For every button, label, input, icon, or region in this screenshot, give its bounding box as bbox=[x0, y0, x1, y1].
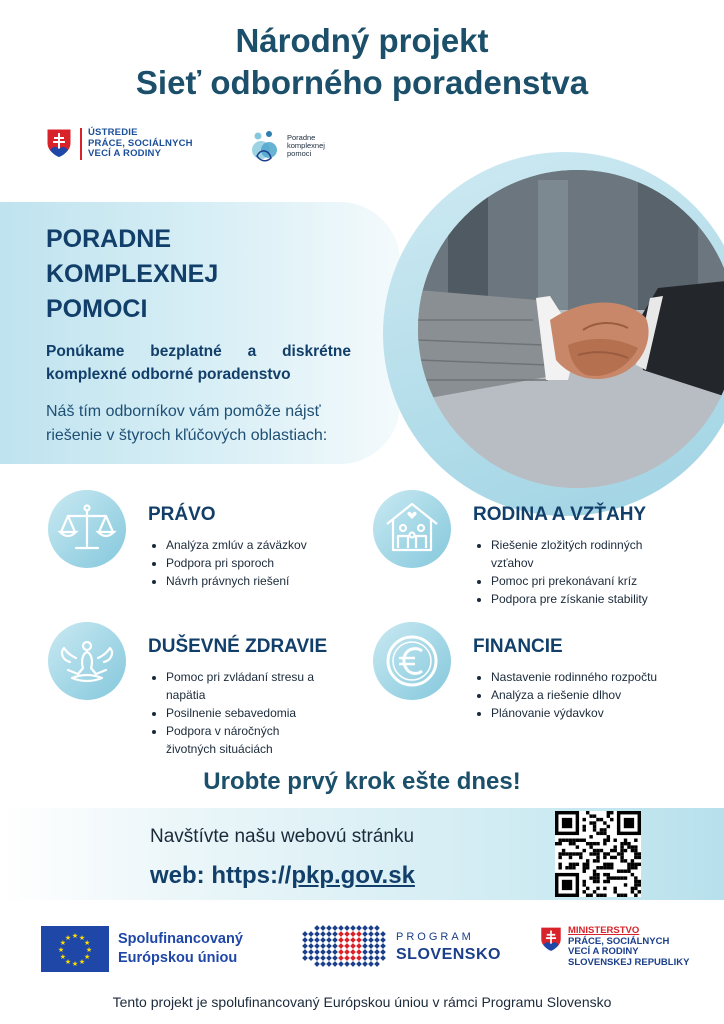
svg-text:★: ★ bbox=[83, 939, 91, 947]
list-item: • Podpora pri sporoch bbox=[166, 554, 348, 572]
pkp-logo-text: Poradne komplexnej pomoci bbox=[287, 133, 325, 158]
ministry-logo bbox=[540, 926, 689, 968]
euro-icon bbox=[373, 622, 451, 700]
list-item: • Návrh právnych riešení bbox=[166, 572, 348, 590]
svg-text:★: ★ bbox=[78, 933, 86, 942]
scales-icon bbox=[48, 490, 126, 568]
program-name: SLOVENSKO bbox=[396, 946, 501, 963]
area-zdravie-list bbox=[148, 668, 326, 758]
list-item: • Nastavenie rodinného rozpočtu bbox=[491, 668, 693, 686]
intro-team: Náš tím odborníkov vám pomôže nájsť riešenie v štyroch kľúčových oblastiach: bbox=[46, 403, 328, 444]
handshake-photo bbox=[418, 170, 724, 488]
qr-code bbox=[555, 811, 641, 897]
visit-text: Navštívte našu webovú stránku bbox=[150, 826, 415, 847]
area-rodina-title: RODINA A VZŤAHY bbox=[473, 504, 647, 525]
meditation-icon bbox=[48, 622, 126, 700]
svg-text:★: ★ bbox=[83, 953, 91, 961]
ministry-logo-text: MINISTERSTVO PRÁCE, SOCIÁLNYCH VECÍ A RODINY SLOVENSKEJ REPUBLIKY bbox=[568, 925, 690, 968]
list-item: • Plánovanie výdavkov bbox=[491, 704, 693, 722]
list-item: • Podpora pre získanie stability bbox=[491, 590, 681, 608]
list-item: • Analýza zmlúv a záväzkov bbox=[166, 536, 348, 554]
title-line-2: Sieť odborného poradenstva bbox=[135, 64, 589, 101]
scales-icon-badge bbox=[48, 490, 126, 568]
area-financie-title: FINANCIE bbox=[473, 636, 563, 657]
pkp-people-icon bbox=[247, 128, 283, 164]
list-item: • Posilnenie sebavedomia bbox=[166, 704, 326, 722]
list-item: • Pomoc pri zvládaní stresu a napätia bbox=[166, 668, 326, 704]
list-item: • Riešenie zložitých rodinných vzťahov bbox=[491, 536, 681, 572]
list-item: • Analýza a riešenie dlhov bbox=[491, 686, 693, 704]
eu-cofunded-text: Spolufinancovaný Európskou úniou bbox=[118, 931, 243, 966]
area-rodina-list bbox=[473, 536, 681, 608]
cta-heading: Urobte prvý krok ešte dnes! bbox=[203, 768, 521, 795]
svg-text:★: ★ bbox=[59, 953, 67, 961]
footer-note: Tento projekt je spolufinancovaný Európskou úniou v rámci Programu Slovensko bbox=[112, 994, 612, 1010]
web-url[interactable]: pkp.gov.sk bbox=[291, 862, 415, 889]
list-item: • Pomoc pri prekonávaní kríz bbox=[491, 572, 681, 590]
qr-code-icon bbox=[555, 811, 641, 897]
web-prefix: web: https:// bbox=[150, 862, 292, 889]
svg-text:★: ★ bbox=[57, 946, 65, 954]
area-zdravie-title: DUŠEVNÉ ZDRAVIE bbox=[148, 636, 328, 657]
program-label: PROGRAM bbox=[396, 931, 474, 943]
family-house-icon bbox=[373, 490, 451, 568]
ministry-coat-of-arms-icon bbox=[540, 926, 562, 952]
area-pravo-list bbox=[148, 536, 348, 590]
title-line-1: Národný projekt bbox=[235, 22, 489, 59]
meditation-icon-badge bbox=[48, 622, 126, 700]
page-title bbox=[0, 20, 724, 104]
svg-text:★: ★ bbox=[64, 958, 72, 967]
euro-icon-badge bbox=[373, 622, 451, 700]
area-financie-list bbox=[473, 668, 693, 722]
area-zdravie bbox=[148, 636, 348, 758]
area-rodina bbox=[473, 504, 693, 608]
program-slovensko-logo-mark bbox=[302, 924, 392, 973]
svg-text:★: ★ bbox=[71, 932, 79, 940]
area-pravo bbox=[148, 504, 348, 590]
intro-heading: PORADNE KOMPLEXNEJ POMOCI bbox=[46, 225, 219, 323]
handshake-icon bbox=[418, 170, 724, 488]
svg-text:★: ★ bbox=[85, 946, 93, 954]
svg-text:★: ★ bbox=[71, 960, 79, 968]
svg-text:★: ★ bbox=[64, 933, 72, 942]
pkp-logo bbox=[247, 128, 325, 164]
family-house-icon-badge bbox=[373, 490, 451, 568]
program-dots-icon bbox=[302, 924, 392, 968]
web-link[interactable] bbox=[150, 862, 415, 890]
intro-offer: Ponúkame bezplatné a diskrétne komplexné odborné poradenstvo bbox=[46, 343, 351, 383]
upsvr-logo bbox=[46, 128, 193, 160]
list-item: • Podpora v náročných životných situáciách bbox=[166, 722, 326, 758]
svg-text:★: ★ bbox=[59, 939, 67, 947]
area-financie bbox=[473, 636, 693, 722]
slovak-coat-of-arms-icon bbox=[46, 128, 72, 158]
area-pravo-title: PRÁVO bbox=[148, 504, 216, 525]
eu-flag-icon bbox=[41, 926, 109, 972]
svg-text:★: ★ bbox=[78, 958, 86, 967]
upsvr-logo-text: ÚSTREDIE PRÁCE, SOCIÁLNYCH VECÍ A RODINY bbox=[80, 128, 193, 160]
